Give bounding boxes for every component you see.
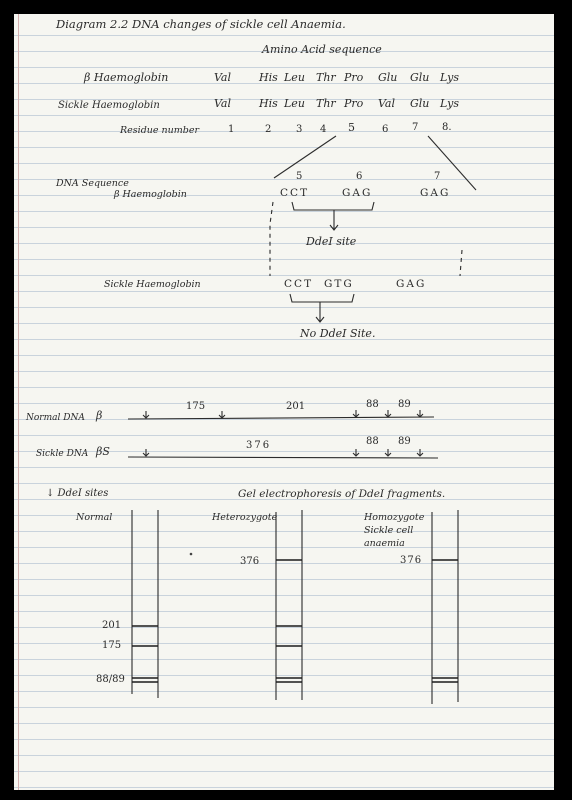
fragment-88-normal: 88 (366, 399, 379, 410)
sickle-aa-3: Leu (284, 97, 305, 110)
normal-beta-symbol: β (96, 409, 103, 422)
ddei-arrow-s1 (143, 449, 149, 456)
ddei-arrow-s3 (385, 449, 391, 456)
sickle-aa-6: Val (378, 97, 396, 110)
sickle-dna-label: Sickle DNA (36, 449, 89, 459)
divergence-line-left (274, 136, 336, 178)
sickle-aa-5: Pro (344, 97, 364, 110)
sickle-map-line (128, 457, 438, 458)
sickle-codon-6: GTG (324, 278, 354, 290)
dashed-bracket (270, 202, 273, 276)
lane-homozygote-label-3: anaemia (364, 538, 405, 549)
lane-homozygote-label-2: Sickle cell (364, 525, 414, 536)
beta-codon-5: CCT (280, 187, 310, 199)
residue-3: 3 (296, 124, 303, 135)
sickle-aa-7: Glu (410, 97, 430, 110)
no-ddei-site-label: No DdeI Site. (300, 327, 376, 340)
beta-codon-6: GAG (342, 187, 373, 199)
page-title: Diagram 2.2 DNA changes of sickle cell Anaemia. (56, 17, 346, 31)
ddei-arrow-n3 (353, 410, 359, 417)
beta-aa-7: Glu (410, 71, 430, 84)
band-label-88-89: 88/89 (96, 674, 125, 685)
codon-position-5: 5 (296, 171, 303, 182)
amino-acid-heading: Amino Acid sequence (262, 43, 382, 56)
band-label-201: 201 (102, 620, 122, 631)
fragment-175: 175 (186, 401, 206, 412)
beta-aa-8: Lys (440, 71, 459, 84)
residue-4: 4 (320, 124, 327, 135)
sickle-codon-5: CCT (284, 278, 314, 290)
codon-position-7: 7 (434, 171, 441, 182)
divergence-line-right (428, 136, 476, 190)
lane-normal-label: Normal (76, 512, 113, 523)
beta-aa-5: Pro (344, 71, 364, 84)
ink-drawing (14, 14, 554, 790)
sickle-aa-4: Thr (316, 97, 336, 110)
lane-homozygote-label-1: Homozygote (364, 512, 425, 523)
band-label-376-homo: 376 (400, 555, 423, 566)
dashed-bracket-right (460, 250, 462, 276)
notebook-page (14, 14, 554, 790)
dna-sequence-label: DNA Sequence (56, 178, 129, 189)
residue-number-label: Residue number (120, 125, 200, 136)
ddei-arrow-n4 (385, 410, 391, 417)
beta-aa-6: Glu (378, 71, 398, 84)
fragment-89-sickle: 89 (398, 436, 411, 447)
beta-aa-1: Val (214, 71, 232, 84)
fragment-89-normal: 89 (398, 399, 411, 410)
sickle-aa-2: His (259, 97, 278, 110)
ddei-arrow-n2 (219, 411, 225, 418)
residue-8: 8. (442, 122, 452, 133)
beta-aa-4: Thr (316, 71, 336, 84)
band-label-376-het: 376 (240, 556, 260, 567)
ddei-arrow-s4 (417, 449, 423, 456)
beta-aa-2: His (259, 71, 278, 84)
fragment-88-sickle: 88 (366, 436, 379, 447)
beta-haemoglobin-label: β Haemoglobin (84, 71, 169, 84)
ddei-site-label: DdeI site (306, 235, 357, 248)
beta-aa-3: Leu (284, 71, 305, 84)
fragment-376: 376 (246, 440, 272, 451)
sickle-dna-sequence-label: Sickle Haemoglobin (104, 279, 201, 290)
residue-1: 1 (228, 124, 235, 135)
residue-6: 6 (382, 124, 389, 135)
dde-arrow (330, 210, 338, 230)
sickle-haemoglobin-label: Sickle Haemoglobin (58, 100, 160, 111)
gel-title: Gel electrophoresis of DdeI fragments. (238, 488, 446, 500)
ddei-arrow-n1 (143, 411, 149, 418)
ddei-arrow-s2 (353, 449, 359, 456)
no-dde-brace (290, 294, 354, 302)
dna-beta-label: β Haemoglobin (114, 189, 187, 200)
fragment-201: 201 (286, 401, 306, 412)
ink-dot (190, 553, 193, 556)
ddei-arrow-n5 (417, 410, 423, 417)
residue-2: 2 (265, 124, 272, 135)
no-dde-arrow (316, 302, 324, 322)
sickle-aa-1: Val (214, 97, 232, 110)
sickle-codon-7: GAG (396, 278, 427, 290)
residue-7: 7 (412, 122, 419, 133)
lane-heterozygote-label: Heterozygote (212, 512, 278, 523)
sickle-beta-symbol: βS (96, 445, 110, 458)
residue-5: 5 (348, 121, 355, 134)
beta-codon-7: GAG (420, 187, 451, 199)
dde-brace (292, 202, 374, 210)
normal-dna-label: Normal DNA (26, 413, 85, 423)
band-label-175: 175 (102, 640, 122, 651)
sickle-aa-8: Lys (440, 97, 459, 110)
ddei-sites-legend: ↓ DdeI sites (46, 488, 109, 499)
codon-position-6: 6 (356, 171, 363, 182)
